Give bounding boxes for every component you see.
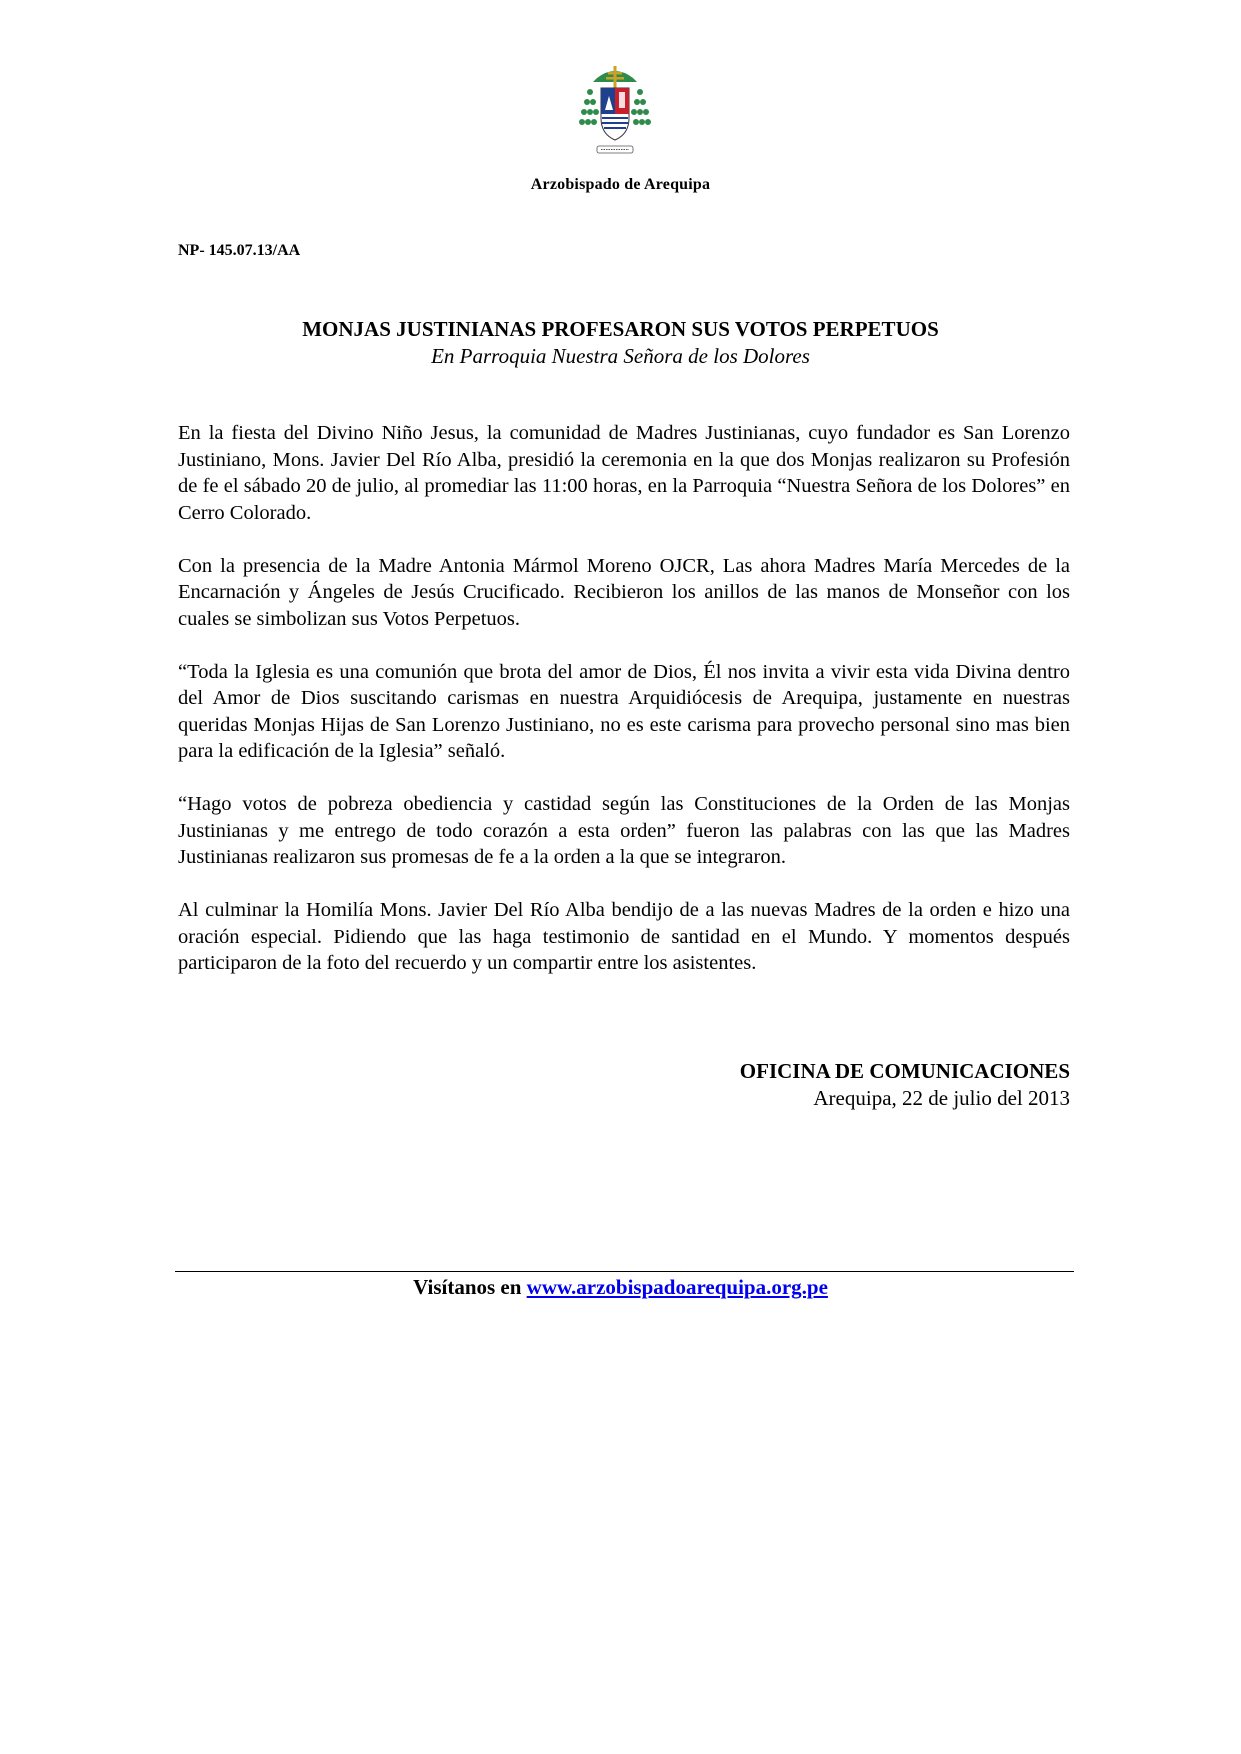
article-paragraph: Al culminar la Homilía Mons. Javier Del Río Alba bendijo de a las nuevas Madres de la orden e hizo una oración especial. Pidiendo que las haga testimonio de santidad en el Mundo. Y momentos después participaron de la foto del recuerdo y un compartir entre los asistentes.: [178, 899, 1070, 974]
signature-place-date: Arequipa, 22 de julio del 2013: [813, 1086, 1070, 1110]
article-body: [178, 420, 1070, 1003]
archdiocese-coat-of-arms-icon: [575, 62, 655, 162]
article-paragraph: Con la presencia de la Madre Antonia Mármol Moreno OJCR, Las ahora Madres María Mercedes de la Encarnación y Ángeles de Jesús Crucificado. Recibieron los anillos de las manos de Monseñor con los cuales se simbolizan sus Votos Perpetuos.: [178, 554, 1070, 630]
press-release-reference: NP- 145.07.13/AA: [178, 242, 301, 259]
article-paragraph: En la fiesta del Divino Niño Jesus, la comunidad de Madres Justinianas, cuyo fundador es San Lorenzo Justiniano, Mons. Javier Del Río Alba, presidió la ceremonia en la que dos Monjas realizaron su Profesión de fe el sábado 20 de julio, al promediar las 11:00 horas, en la Parroquia “Nuestra Señora de los Dolores” en Cerro Colorado.: [178, 422, 1070, 524]
article-paragraph: “Toda la Iglesia es una comunión que brota del amor de Dios, Él nos invita a vivir esta vida Divina dentro del Amor de Dios suscitando carismas en nuestra Arquidiócesis de Arequipa, justamente en nuestras queridas Monjas Hijas de San Lorenzo Justiniano, no es este carisma para provecho personal sino mas bien para la edificación de la Iglesia” señaló.: [178, 660, 1070, 762]
signature-office: OFICINA DE COMUNICACIONES: [739, 1059, 1070, 1083]
organization-name: Arzobispado de Arequipa: [530, 176, 711, 193]
footer: [0, 1274, 1241, 1301]
footer-divider: [175, 1271, 1074, 1272]
website-link[interactable]: www.arzobispadoarequipa.org.pe: [526, 1275, 828, 1299]
article-title: MONJAS JUSTINIANAS PROFESARON SUS VOTOS PERPETUOS: [302, 317, 939, 341]
signature-block: [620, 1058, 1070, 1112]
footer-prefix: Visítanos en: [413, 1275, 527, 1299]
article-subtitle: En Parroquia Nuestra Señora de los Dolores: [431, 344, 810, 368]
article-paragraph: “Hago votos de pobreza obediencia y castidad según las Constituciones de la Orden de las Monjas Justinianas y me entrego de todo corazón a esta orden” fueron las palabras con las que las Madres Justinianas realizaron sus promesas de fe a la orden a la que se integraron.: [178, 793, 1070, 868]
